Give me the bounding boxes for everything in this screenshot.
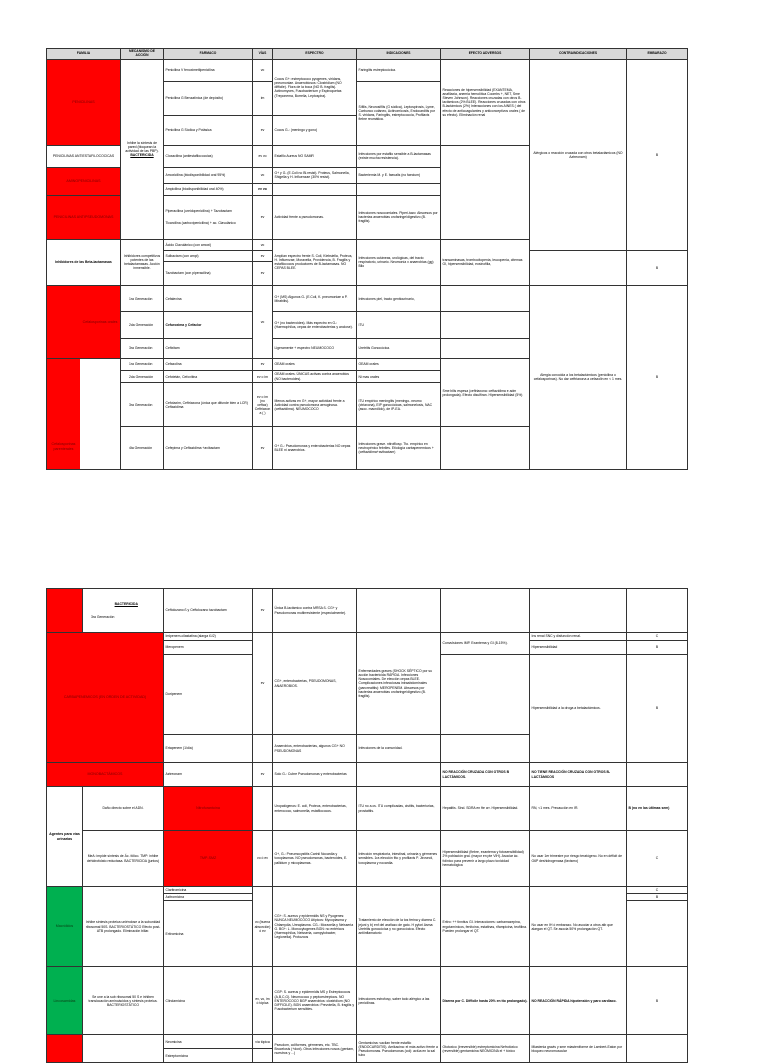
drug-cell: Tazobactam (con piperacilina) bbox=[164, 261, 253, 285]
contraindication-cell: Alergia conocida a los betalactámicos (penicilina o cefalosporinas). No dar ceftriaxona a cefazolin en < 1 mes. bbox=[530, 285, 627, 469]
mechanism-cell: MeA: impide síntesis de Ác. fólico. TMP: inhibe dehidrofolato reductasa. BACTERICIDA (juntos) bbox=[83, 831, 164, 887]
indication-cell: Infecciones cutáneas, urológicas, del tracto respiratorio, urinario. Neumonía x anaerobias (gg) Bllo bbox=[357, 239, 441, 285]
bactericida-label: BACTERICIDA bbox=[130, 153, 154, 158]
drug-cell: Clindamicina bbox=[164, 967, 253, 1035]
drug-cell: Doripenem bbox=[164, 655, 253, 735]
route-cell: ev o im (no ceftaz) Ceftriaxona ( ) bbox=[253, 383, 273, 427]
indication-cell: Sífilis, Neurosífilis (G sódica), Leptospirosis, Lyme, Carbunco cutáneo, Actinomicosis, Endocarditis por S. viridans, Faringitis, estreptococcia, Profilaxis fiebre reumática. bbox=[357, 81, 441, 145]
spectrum-cell: OEAM orales bbox=[273, 358, 357, 370]
pregnancy-cell bbox=[627, 763, 688, 787]
spectrum-cell: G+ (MS) Algunos G- (E.Coli, K. pneumoniae a P. Mirabilis). bbox=[273, 285, 357, 311]
indication-cell bbox=[357, 183, 441, 195]
mechanism-cell bbox=[121, 59, 164, 239]
drug-cell: Cloxacilina (antiestafilococcias) bbox=[164, 145, 253, 167]
header-farmaco: FARMACO bbox=[164, 49, 253, 60]
route-cell: vo bbox=[253, 285, 273, 358]
indication-cell: Enfermedades graves (SHOCK SÉPTICO por su acción bactericida RÁPIDA. Infecciones Nosocomiales. De elección cepas BLEE. Complicaciones infecciosas intraabdominales (pancreatitis): MEROPENEM. Abscesos por bacterias anaerobias orofaringe/digestivo (B. fragilis). bbox=[357, 633, 441, 735]
drug-cell: Claritromicina bbox=[164, 887, 253, 894]
contraindication-cell: No usar en IH ó embarazo. No asociar a otros atb que alargan el QT. Se asocia 50% prolongación QT. bbox=[530, 887, 627, 967]
route-cell: ev vo bbox=[253, 145, 273, 167]
header-embarazo: EMBARAZO bbox=[627, 49, 688, 60]
contraindication-cell: No usar 1er trimestre por riesgo teratógeno. No en déficit de G6P deshidrogenasa (favismo) bbox=[530, 831, 627, 887]
drug-cell: Meropenem bbox=[164, 641, 253, 655]
drug-cell: Aztreonam bbox=[164, 763, 253, 787]
indication-cell: Infección respiratoria, intestinal, urinaria y gérmenes sensibles. 1ra elección fito y profilaxis P. Jirovecii, toxoplasma y nocardia. bbox=[357, 831, 441, 887]
route-cell: ev vo bbox=[253, 183, 273, 195]
drug-cell: Ácido Clavulánico (con amoxi) bbox=[164, 239, 253, 250]
drug-cell: Neomicina bbox=[164, 1035, 253, 1049]
mechanism-cell: Se une a la sub ribosomal 50 S e inhiben translocación aminoácidos y síntesis proteica. BACTERIOSTÁTICO bbox=[83, 967, 164, 1035]
family-cell: PENICILINAS bbox=[47, 59, 121, 145]
drug-cell: Cefepima y Ceftazidima +avibactam bbox=[164, 427, 253, 469]
spectrum-cell: Solo G-: Cubre Pseudomonas y enterobacterias bbox=[273, 763, 357, 787]
drug-cell: Sulbactam (con ampi) bbox=[164, 250, 253, 261]
spectrum-cell: OEAM orales. ÚNICAS activas contra anaerobios (NO bacteroides). bbox=[273, 371, 357, 383]
family-cell: Inhibidores de las Beta-lactamasas bbox=[47, 239, 121, 285]
route-cell: vo bbox=[253, 239, 273, 250]
adverse-cell: Diarrea por C. Difficile hasta 20% en tto prolongado). bbox=[441, 967, 530, 1035]
bactericida-label: BACTERICIDA bbox=[114, 602, 138, 607]
indication-cell: ITU empírico meningitis (meningo- neumo (ctriaxona), EIP gonocócicas, salmonelosis, NAC (asoc. macrólido), de IP-EA. bbox=[357, 383, 441, 427]
family-cell: PENICILINAS ANTIPSEUDOMONAS bbox=[47, 195, 121, 239]
pregnancy-cell: B bbox=[627, 285, 688, 469]
drug-name: Cefuroxima y Cefaclor bbox=[165, 322, 202, 327]
route-cell: vo (buena absorción) ó ev bbox=[253, 887, 273, 967]
header-contraindicaciones: CONTRAINDICACIONES bbox=[530, 49, 627, 60]
header-row bbox=[47, 49, 688, 60]
indication-cell: Infecciones piel, tracto genitourinario, bbox=[357, 285, 441, 311]
table-row bbox=[47, 787, 688, 831]
route-cell: ev bbox=[253, 633, 273, 735]
drug-cell: Azitromicina bbox=[164, 894, 253, 901]
adverse-cell: transaminasas, trombocitopenia, leucopenia, citemas GI, hipersensibilidad, eosinofilia, bbox=[441, 239, 530, 285]
adverse-cell: Hipersensibilidad (fiebre, exantema y fotosensibilidad) 2% población gral. (mayor en pte VIH). Asociar ác. folínico para prevenir a largo plazo toxicidad hematológica bbox=[441, 831, 530, 887]
drug-cell bbox=[164, 312, 253, 338]
pregnancy-cell: B (no en las últimas sem) bbox=[627, 787, 688, 831]
generation-cell: 2da Generación bbox=[121, 371, 164, 383]
route-cell: vo bbox=[253, 59, 273, 81]
drug-cell: Penicilina V fenoximetilpenicilina bbox=[164, 59, 253, 81]
antibiotics-table-2 bbox=[46, 588, 688, 1063]
drug-cell: Estreptomicina bbox=[164, 1049, 253, 1063]
family-group bbox=[47, 358, 121, 469]
pregnancy-cell: B bbox=[627, 641, 688, 655]
family-cell: PENICILINAS ANTIESTAFILOCOCICAS bbox=[47, 145, 121, 167]
table-row bbox=[47, 59, 688, 81]
route-cell: ev bbox=[253, 589, 273, 633]
pregnancy-cell: B bbox=[627, 894, 688, 901]
family-cell bbox=[47, 1035, 83, 1063]
indication-cell: Gentamicina: vacilan frente estafilo (ENDOCARDITIS). Amikacina: el más activo frente a Pseudomonas. Pseudomonas (col): actúa en la sal tubo bbox=[357, 1035, 441, 1063]
spectrum-cell: Cocos G-: (meningo y gono) bbox=[273, 115, 357, 145]
adverse-cell bbox=[441, 312, 530, 338]
header-mecanismo: MECANISMO DE ACCIÓN bbox=[121, 49, 164, 60]
adverse-cell: Convulsiones IMP. Exantema y GI (8-15%). bbox=[441, 633, 530, 655]
adverse-cell bbox=[441, 285, 530, 311]
pregnancy-cell bbox=[627, 589, 688, 633]
header-efectos-adversos: EFECTO ADVERSOS bbox=[441, 49, 530, 60]
indication-cell: OEAM orales bbox=[357, 358, 441, 370]
drug-cell: Ertapenem (1/día) bbox=[164, 735, 253, 763]
adverse-cell: NO REACCIÓN CRUZADA CON OTROS B LACTÁMICOS. bbox=[441, 763, 530, 787]
spectrum-cell bbox=[273, 183, 357, 195]
spectrum-cell: G+ y G- (E.Coli no Bl.resist). Proteus, Salmonella, Shigella y H. Influenzae (30% resist). bbox=[273, 167, 357, 183]
adverse-cell: Hepatitis. Sind. SDRA en fte crr. Hipersensibilidad. bbox=[441, 787, 530, 831]
contraindication-cell: NO REACCIÓN RÁPIDA hipotensión y paro cardiaco. bbox=[530, 967, 627, 1035]
pregnancy-cell: B bbox=[627, 655, 688, 763]
contraindication-cell: Hipersensibilidad bbox=[530, 641, 627, 655]
spectrum-cell: Ligeramente + espectro NEUMOCOCO bbox=[273, 338, 357, 358]
contraindication-cell bbox=[530, 589, 627, 633]
family-cell: Macrólidos bbox=[47, 887, 83, 967]
contraindication-cell: NO TIENE REACCIÓN CRUZADA CON OTROS B-LACTÁMICOS bbox=[530, 763, 627, 787]
adverse-cell: Eritro: ++ tinnitus GI. Interacciones: carbamazepina, ergotamínicos, fenitoína, estatinas, rifampicina, teofilina. Pueden prolongar el QT. bbox=[441, 887, 530, 967]
indication-cell: Infecciones por estafilo sensible a B-lactamasas (existe mucha resistencia). bbox=[357, 145, 441, 167]
spectrum-cell: CG+: S. aureus y epidermidis NS y Pyogenes: NUNCA NEUMOCOCO Atípicos: Mycoplasma y Chlamydia, Ureaplasma. CG-: Moraxella y Neisseria G. BG+: L. Monocytogenes BGN: no entéricos (Haemophilus, Neisseria, campylobacter, Legionella). Protozoos bbox=[273, 887, 357, 967]
drug-cell: TMP-SMZ bbox=[164, 831, 253, 887]
adverse-cell bbox=[441, 735, 530, 763]
route-cell: ev bbox=[253, 115, 273, 145]
indication-cell bbox=[357, 589, 441, 633]
spectrum-cell: Única B-lactámico contra MRSA ß. CG+ y Pseudomonas multirresistente (especialmente). bbox=[273, 589, 357, 633]
drug-cell: Cefotetán, Cefoxitina bbox=[164, 371, 253, 383]
spectrum-cell: Amplían espectro frente S. Coli, Klebsiella, Proteus, H. Influenzae, Moraxella, Providencia, B. Fragilis y estafilococos productores de B-lactamasas. NO CEPAS BLEE. bbox=[273, 239, 357, 285]
contraindication-cell: Hipersensibilidad a la droga a betalactámicos. bbox=[530, 655, 627, 763]
indication-cell: Tratamiento de elección de la tos ferina y diarrea C. jejuni y b) enf del arañazo de gato. H pylori Asma: Uretritis gonocócica y no gonocócica. Efecto antiinflamatorio bbox=[357, 887, 441, 967]
drug-cell: Cefotaxim, Ceftriaxona (única que difunde bien a LCR) Ceftazidima bbox=[164, 383, 253, 427]
spectrum-cell: Cocos G+: estreptococo pyogenes, viridans, pneumoniae. Anaerobiosos: Clostridium (NO difficile). Flora de la boca (NO B. fragilis). Actinomyces, Fusobacterium y Espiroquetas (Treponema, Borrelia, Leptospira). bbox=[273, 59, 357, 115]
drug-cell: Cefixitam bbox=[164, 338, 253, 358]
adverse-cell bbox=[441, 589, 530, 633]
table-row bbox=[47, 831, 688, 887]
spectrum-cell: Menos activas en G+, mayor actividad frente a Actividad contra pseudomona aeruginosa. (ceftazidima). NEUMOCOCO bbox=[273, 383, 357, 427]
route-cell: ev bbox=[253, 358, 273, 370]
drug-name: Ticarcilina (carboxipenicilina) + ac. Clavulánico bbox=[165, 221, 236, 226]
route-cell bbox=[253, 787, 273, 831]
generation-cell: 3ra Generación bbox=[121, 338, 164, 358]
table-row bbox=[47, 1035, 688, 1049]
spectrum-cell: CG+, enterobacterias, PSEUDOMONAS, ANAEROBIOS. bbox=[273, 633, 357, 735]
family-cell: Lincosamidas bbox=[47, 967, 83, 1035]
route-cell: vo ó ev bbox=[253, 831, 273, 887]
route-cell: ev bbox=[253, 250, 273, 261]
table-row bbox=[47, 967, 688, 1035]
generation-cell: 2da Generación bbox=[121, 312, 164, 338]
spectrum-cell: Anaerobios, enterobacterias, algunos CG+ NO PSEUDOMONAS bbox=[273, 735, 357, 763]
route-cell: ev bbox=[253, 261, 273, 285]
header-espectro: ESPECTRO bbox=[273, 49, 357, 60]
adverse-cell: Sme bilis espesa (ceftriaxona: ceftazidima e adm prolongada). Efecto disulfiran. Hipersensibilidad (5%) bbox=[441, 358, 530, 427]
table-row bbox=[47, 633, 688, 641]
table-row bbox=[47, 589, 688, 633]
table-row bbox=[47, 763, 688, 787]
indication-cell bbox=[357, 763, 441, 787]
indication-cell: ITU no a.cs. ITU complicadas, cistitis, bacteriurias, prostatitis. bbox=[357, 787, 441, 831]
contraindication-cell: Ins renal SNC y disfunción renal. bbox=[530, 633, 627, 641]
header-vias: VÍAS bbox=[253, 49, 273, 60]
drug-cell: Imipenem-cilastatina (alarga t1/2) bbox=[164, 633, 253, 641]
spectrum-cell: Estafilo Aureus NO SAMR bbox=[273, 145, 357, 167]
spectrum-cell: G+ G-: Pseudomonas y enterobacterias NO cepas BLEE ni anaerobios. bbox=[273, 427, 357, 469]
drug-cell: Ceftolozano ß y Ceftolozano tazobactam bbox=[164, 589, 253, 633]
drug-cell: Cefazolina bbox=[164, 358, 253, 370]
family-cell: CARBAPENEMICOS (EN ORDEN DE ACTIVIDAD) bbox=[47, 633, 164, 763]
adverse-cell: Ototoxico (irreversible) estreptomicina Nefrotóxico (reversible) gentamicina NEOMICINA el + tóxico bbox=[441, 1035, 530, 1063]
spectrum-cell: Uropatógenos: E. coli, Proteus, enterobacterias, enterococo, salmonella, estafilococos. bbox=[273, 787, 357, 831]
adverse-cell bbox=[441, 338, 530, 358]
contraindication-cell: Miastenia gravis y sme miasteniforme de Lambert-Eaton por bloqueo neuromuscular bbox=[530, 1035, 627, 1063]
drug-cell bbox=[164, 195, 253, 239]
pregnancy-cell: C bbox=[627, 831, 688, 887]
drug-cell: Penicilina G Sódica y Potásica bbox=[164, 115, 253, 145]
table-row bbox=[47, 887, 688, 894]
route-cell: vo bbox=[253, 167, 273, 183]
route-cell: ev bbox=[253, 195, 273, 239]
spectrum-cell: Pseudom, coliformes, gérmenes, etc. TBC. Brucelosis (+doxi). Otros infecciones nosos (gentam, nuestros y ...) bbox=[273, 1035, 357, 1063]
pregnancy-cell: C bbox=[627, 633, 688, 641]
route-cell: im bbox=[253, 81, 273, 115]
pregnancy-cell: B bbox=[627, 967, 688, 1035]
route-cell bbox=[253, 1049, 273, 1063]
route-cell: ev o im bbox=[253, 371, 273, 383]
family-cell bbox=[47, 589, 83, 633]
adverse-cell bbox=[441, 145, 530, 239]
family-group bbox=[47, 285, 121, 358]
mechanism-cell bbox=[83, 1035, 164, 1063]
drug-cell: Nitrofurantoína bbox=[164, 787, 253, 831]
pregnancy-cell: B bbox=[627, 59, 688, 250]
table-row bbox=[47, 285, 688, 311]
drug-cell: Amoxicilina (biodisponibilidad oral 95%) bbox=[164, 167, 253, 183]
indication-cell: Infecciones nosocomiales. Piperi-tazo: Abscesos por bacterias anaerobias orofaringe/digestivo (B. fragilis). bbox=[357, 195, 441, 239]
mechanism-cell: Inhibidores competitivos potentes de las betalactamasas. Acción inmensible. bbox=[121, 239, 164, 285]
spectrum-cell: G+ (no bacteroides). Más espectro en G-: (Haemophilus, cepas de enterobacterias y anclose). bbox=[273, 312, 357, 338]
route-cell: ev bbox=[253, 763, 273, 787]
generation-cell: 3ra Generación bbox=[121, 383, 164, 427]
family-cell: MONOBACTÁMICOS bbox=[47, 763, 164, 787]
generation-label: 3ra Generación bbox=[91, 614, 115, 619]
family-cell: Agentes para vías urinarias bbox=[47, 787, 83, 887]
indication-cell: Infecciones de la comunidad. bbox=[357, 735, 441, 763]
family-cell: AMINOPENICILINAS bbox=[47, 167, 121, 195]
pregnancy-cell bbox=[627, 901, 688, 967]
adverse-cell: Reacciones de hipersensibilidad (EXANTEMA, anafilaxia, anemia hemolítica Coombs +, NET, Sme Steven Johnson). Reacciones cruzadas con otros B-lactámicos (2% BLEE). Reacciones cruzadas con otros B-lactámicos (2%) Interacciones con los AINES ( del efecto de anticoagulantes y anticonceptivos orales ( de su efecto). Eliminación renal bbox=[441, 59, 530, 145]
generation-cell: 1ra Generación bbox=[121, 358, 164, 370]
drug-cell: Cefalexina bbox=[164, 285, 253, 311]
pregnancy-cell: C bbox=[627, 887, 688, 894]
generation-cell: 1ra Generación bbox=[121, 285, 164, 311]
drug-cell: Penicilina G Benzatínica (de depósito) bbox=[164, 81, 253, 115]
drug-cell: Eritromicina bbox=[164, 901, 253, 967]
spectrum-cell: G+, G-: Pneumocystitis Carinii Nocardia y toxoplasmas. NO pseudomonas, bacteroides, E. pallidum y micoplasmas. bbox=[273, 831, 357, 887]
header-familia: FAMILIA bbox=[47, 49, 121, 60]
mechanism-text: Inhibe la síntesis de pared (bloquean la actividad de las PBP). bbox=[125, 141, 159, 154]
indication-cell: Infecciones grave. nitrofilosp. Tto. empírico en neutropénico febriles. Etiología carbapenemicos + (ceftazidima+avibactam) bbox=[357, 427, 441, 469]
antibiotics-table-1 bbox=[46, 48, 688, 470]
route-cell: ev, vo, im ó tópica bbox=[253, 967, 273, 1035]
indication-cell: ITU bbox=[357, 312, 441, 338]
indication-cell: Faringitis estreptocócica. bbox=[357, 59, 441, 81]
indication-cell: Infecciones estrofosp, saber todo alérgico a las penicilinas. bbox=[357, 967, 441, 1035]
pregnancy-cell bbox=[627, 1035, 688, 1063]
mechanism-cell: Inhibe síntesis proteica uniéndose a la subunidad ribosomal 50S. BACTERIOSTÁTICO Efecto post-ATB prolongado. Eliminación biliar. bbox=[83, 887, 164, 967]
pregnancy-cell: B bbox=[627, 250, 688, 285]
drug-cell: Ampicilina (biodisponibilidad oral 40%) bbox=[164, 183, 253, 195]
spectrum-cell: Actividad frente a pseudomonas. bbox=[273, 195, 357, 239]
adverse-cell bbox=[441, 655, 530, 735]
route-cell: vía tópica bbox=[253, 1035, 273, 1049]
family-cell: Cefalosporinas parenterales bbox=[47, 359, 80, 469]
generation-cell bbox=[83, 589, 164, 633]
adverse-cell bbox=[441, 427, 530, 469]
mechanism-cell: Daño directo sobre el ADN. bbox=[83, 787, 164, 831]
route-cell bbox=[253, 735, 273, 763]
indication-cell: Ni mas orales bbox=[357, 371, 441, 383]
spectrum-cell: CGP: S. aureus y epidermidis MS y Estreptococos (A,B,C,G). Neumococo y peptoestreptoos. NO ENTEROCOCO BGP anaerobios: clostridium (NO DIFFICILE). BGN anaerobios: Prevotella, B. fragilis y Fusobacterium sensibles. bbox=[273, 967, 357, 1035]
contraindication-cell: Alérgicos o reacción cruzada con otros betalactámicos (NO Aztreonam) bbox=[530, 59, 627, 250]
indication-cell: Bacteriemia M. y E. faecalis (no faecium) bbox=[357, 167, 441, 183]
generation-cell: 4ta Generación bbox=[121, 427, 164, 469]
route-cell: ev bbox=[253, 427, 273, 469]
family-cell: Cefalosporinas orales bbox=[80, 286, 120, 358]
drug-name: Piperacilina (ureidopenicilina) + Tazobactam bbox=[165, 209, 232, 214]
header-indicaciones: INDICACIONES bbox=[357, 49, 441, 60]
contraindication-cell: RN, <1 mes. Precaución en IR. bbox=[530, 787, 627, 831]
indication-cell: Uretritis Gonocócica. bbox=[357, 338, 441, 358]
contraindication-cell bbox=[530, 250, 627, 285]
